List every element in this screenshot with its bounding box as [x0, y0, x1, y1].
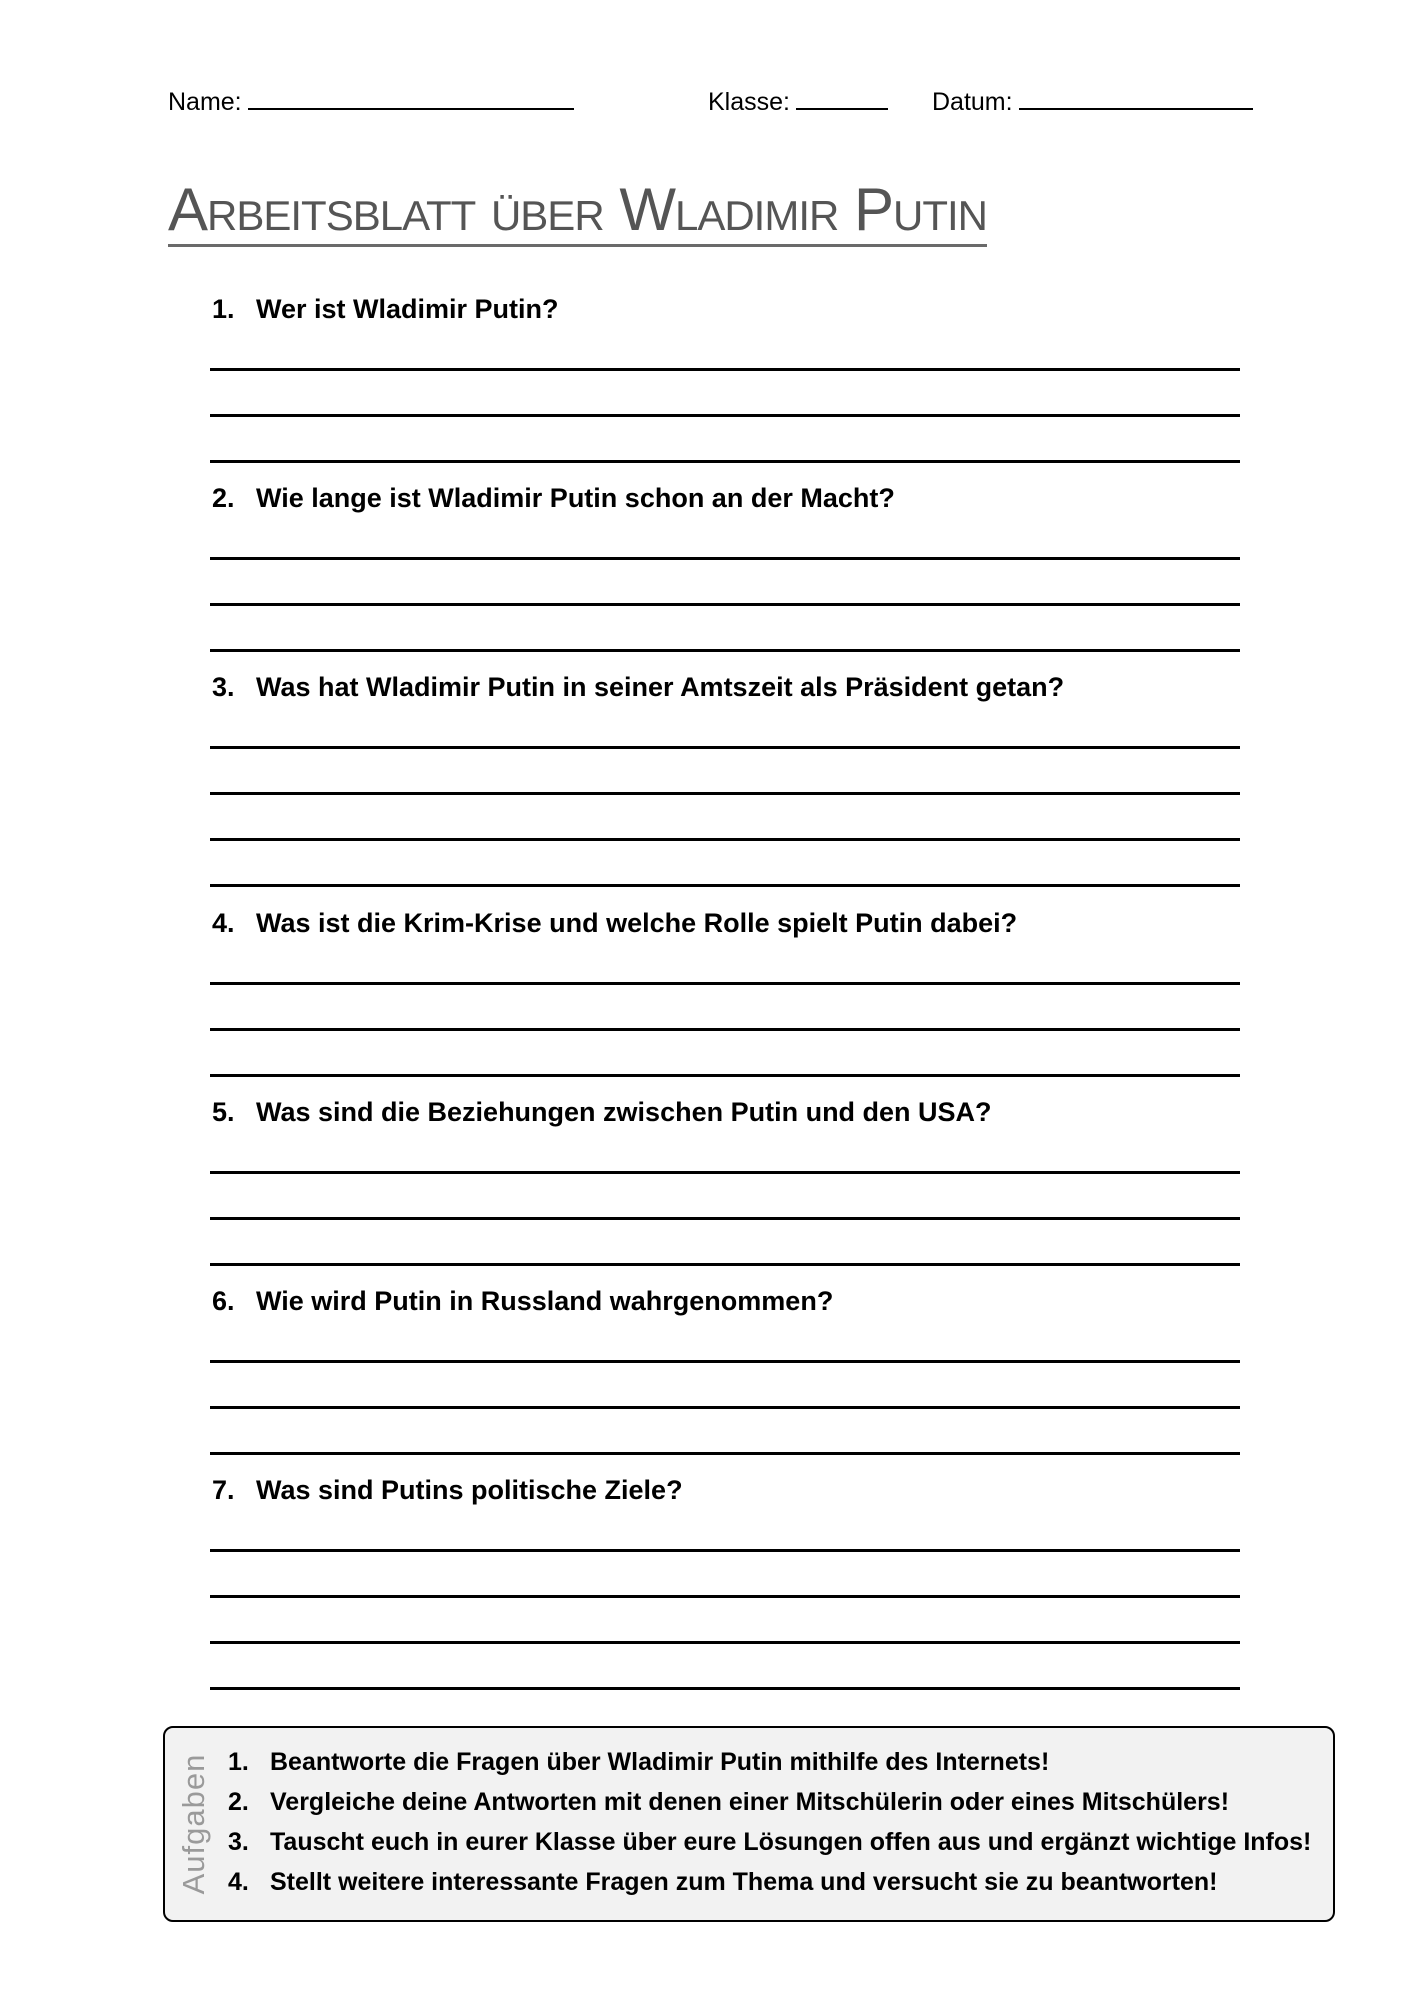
answer-line[interactable]	[210, 1452, 1240, 1455]
task-side-label-text: Aufgaben	[176, 1753, 211, 1895]
task-number: 1.	[228, 1748, 249, 1776]
question-3	[212, 672, 1064, 702]
answer-line[interactable]	[210, 1360, 1240, 1363]
task-text: Stellt weitere interessante Fragen zum Thema und versucht sie zu beantworten!	[270, 1868, 1218, 1896]
task-number: 2.	[228, 1788, 249, 1816]
answer-line[interactable]	[210, 649, 1240, 652]
question-number: 1.	[212, 294, 235, 324]
answer-line[interactable]	[210, 1028, 1240, 1031]
answer-line[interactable]	[210, 557, 1240, 560]
question-1	[212, 294, 559, 324]
question-6	[212, 1286, 833, 1316]
answer-line[interactable]	[210, 746, 1240, 749]
answer-line[interactable]	[210, 368, 1240, 371]
task-number: 4.	[228, 1868, 249, 1896]
answer-line[interactable]	[210, 603, 1240, 606]
question-text: Was sind die Beziehungen zwischen Putin und den USA?	[256, 1097, 992, 1127]
klasse-label: Klasse:	[708, 88, 790, 116]
task-item-2	[228, 1788, 1229, 1816]
question-5	[212, 1097, 992, 1127]
question-number: 7.	[212, 1475, 235, 1505]
task-item-1	[228, 1748, 1049, 1776]
answer-line[interactable]	[210, 838, 1240, 841]
task-item-4	[228, 1868, 1217, 1896]
task-number: 3.	[228, 1828, 249, 1856]
answer-line[interactable]	[210, 1171, 1240, 1174]
answer-line[interactable]	[210, 1641, 1240, 1644]
task-text: Tauscht euch in eurer Klasse über eure Lösungen offen aus und ergänzt wichtige Infos!	[270, 1828, 1312, 1856]
question-7	[212, 1475, 683, 1505]
question-text: Wie wird Putin in Russland wahrgenommen?	[256, 1286, 834, 1316]
answer-line[interactable]	[210, 460, 1240, 463]
answer-line[interactable]	[210, 1595, 1240, 1598]
question-2	[212, 483, 895, 513]
question-text: Was hat Wladimir Putin in seiner Amtszeit als Präsident getan?	[256, 672, 1065, 702]
answer-line[interactable]	[210, 1687, 1240, 1690]
name-field[interactable]	[168, 84, 574, 117]
question-number: 4.	[212, 908, 235, 938]
answer-line[interactable]	[210, 1217, 1240, 1220]
question-text: Wie lange ist Wladimir Putin schon an der Macht?	[256, 483, 895, 513]
question-text: Wer ist Wladimir Putin?	[256, 294, 559, 324]
datum-input-line[interactable]	[1019, 84, 1253, 110]
answer-line[interactable]	[210, 1074, 1240, 1077]
question-number: 2.	[212, 483, 235, 513]
question-4	[212, 908, 1017, 938]
question-text: Was ist die Krim-Krise und welche Rolle spielt Putin dabei?	[256, 908, 1018, 938]
task-text: Vergleiche deine Antworten mit denen einer Mitschülerin oder eines Mitschülers!	[270, 1788, 1230, 1816]
klasse-input-line[interactable]	[796, 84, 888, 110]
answer-line[interactable]	[210, 1263, 1240, 1266]
question-number: 6.	[212, 1286, 235, 1316]
page-title: Arbeitsblatt über Wladimir Putin	[168, 178, 987, 247]
answer-line[interactable]	[210, 982, 1240, 985]
answer-line[interactable]	[210, 884, 1240, 887]
datum-label: Datum:	[932, 88, 1013, 116]
question-number: 5.	[212, 1097, 235, 1127]
answer-line[interactable]	[210, 414, 1240, 417]
datum-field[interactable]	[932, 84, 1253, 117]
task-text: Beantworte die Fragen über Wladimir Putin mithilfe des Internets!	[270, 1748, 1050, 1776]
answer-line[interactable]	[210, 792, 1240, 795]
answer-line[interactable]	[210, 1406, 1240, 1409]
question-text: Was sind Putins politische Ziele?	[256, 1475, 683, 1505]
question-number: 3.	[212, 672, 235, 702]
klasse-field[interactable]	[708, 84, 888, 117]
name-input-line[interactable]	[248, 84, 574, 110]
task-item-3	[228, 1828, 1311, 1856]
answer-line[interactable]	[210, 1549, 1240, 1552]
name-label: Name:	[168, 88, 242, 116]
